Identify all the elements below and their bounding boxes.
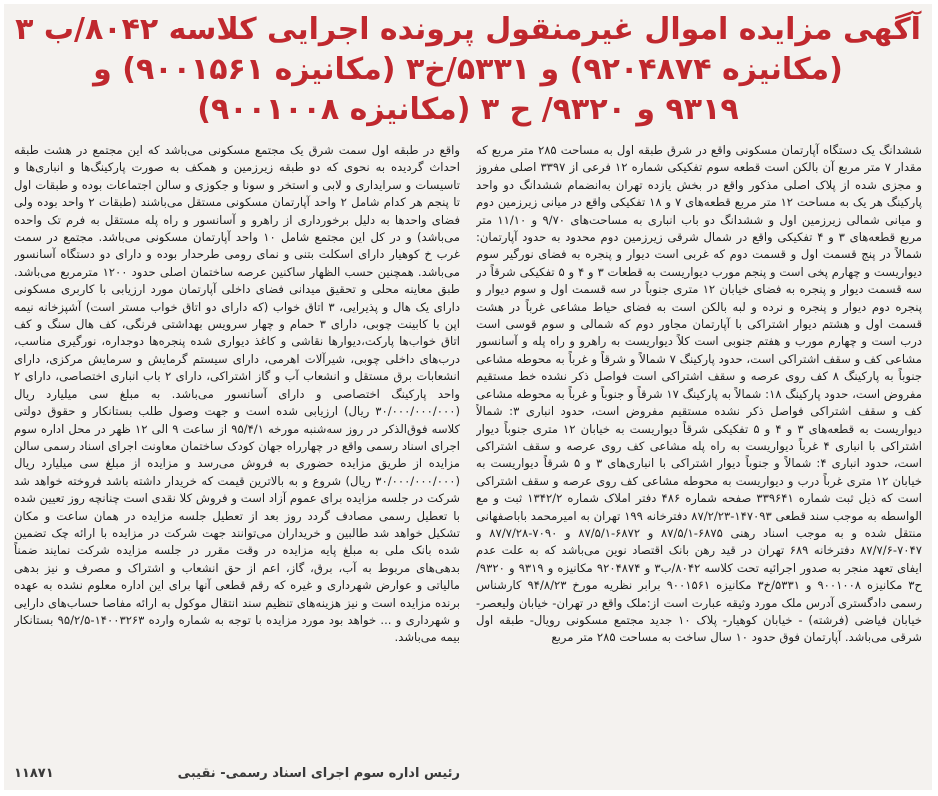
notice-title	[14, 10, 922, 130]
title-line-1: آگهی مزایده اموال غیرمنقول پرونده اجرایی کلاسه ۸۰۴۲/ب ۳	[15, 12, 921, 47]
signature: رئیس اداره سوم اجرای اسناد رسمی- نقیبی	[177, 765, 460, 781]
body-column-left: واقع در طبقه اول سمت شرق یک مجتمع مسکونی می‌باشد که این مجتمع در هشت طبقه احداث گردیده به نحوی که دو طبقه زیرزمین و همکف به صورت پارکینگ‌ها و انباری‌ها و تاسیسات و سرایداری و لابی و استخر و سونا و جکوزی و سالن اجتماعات بوده و طبقات اول تا پنجم هر کدام شامل ۲ واحد آپارتمان مسکونی مستقل می‌باشند (طبقات ۲ واحد بوده ولی فضای واحدها به دلیل برخورداری از راهرو و آسانسور و راه پله مستقل به فرم تک واحده می‌باشد) و در کل این مجتمع شامل ۱۰ واحد آپارتمان مسکونی می‌باشد. مجتمع در سمت غرب خ کوهیار دارای اسکلت بتنی و نمای رومی طرحدار بوده و دارای دو دستگاه آسانسور می‌باشد. همچنین حسب الظهار ساکنین عرصه ساختمان اصلی حدود ۱۲۰۰ مترمربع می‌باشد. طبق معاینه محلی و تحقیق میدانی فضای داخلی آپارتمان مورد ارزیابی با کاربری مسکونی دارای یک هال و پذیرایی، ۳ اتاق خواب (که دارای دو اتاق خواب مستر است) آشپزخانه نیمه اپن با کابینت چوبی، دارای ۳ حمام و چهار سرویس بهداشتی فرنگی، کف هال سنگ و کف اتاق خواب‌ها پارکت،دیوارها نقاشی و کاغذ دیواری شده پنجره‌ها دوجداره، نورگیری مناسب، درب‌های داخلی چوبی، شیرآلات اهرمی، دارای سیستم گرمایش و سرمایش مرکزی، دارای انشعابات برق مستقل و انشعاب آب و گاز اشتراکی، دارای ۲ باب انباری اختصاصی، دارای ۲ واحد پارکینگ اختصاصی و دارای آسانسور می‌باشد. به مبلغ سی میلیارد ریال (۳۰/۰۰۰/۰۰۰/۰۰۰ ریال) ارزیابی شده است و جهت وصول طلب بستانکار و حقوق دولتی کلاسه فوق‌الذکر در روز سه‌شنبه مورخه ۹۵/۴/۱ از ساعت ۹ الی ۱۲ ظهر در محل اداره سوم اجرای اسناد رسمی واقع در چهارراه جهان کودک ساختمان معاونت اجرای اسناد رسمی سالن مزایده از طریق مزایده حضوری به فروش می‌رسد و مزایده از مبلغ سی میلیارد ریال (۳۰/۰۰۰/۰۰۰/۰۰۰ ریال) شروع و به بالاترین قیمت که خریدار داشته باشد فروخته خواهد شد شرکت در جلسه مزایده برای عموم آزاد است و فروش کلا نقدی است چنانچه روز تعیین شده با تعطیل رسمی مصادف گردد روز بعد از تعطیل جلسه مزایده در همان ساعت و مکان تشکیل خواهد شد طالبین و خریداران می‌توانند جهت شرکت در مزایده با ارائه چک تضمین شده بانک ملی به مبلغ پایه مزایده در وقت مقرر در جلسه مزایده شرکت نمایند ضمناً بدهی‌های مربوط به آب، برق، گاز، اعم از حق انشعاب و اشتراک و مصرف و نیز بدهی مالیاتی و عوارض شهرداری و غیره که رقم قطعی آنها برای این اداره معلوم نشده به عهده برنده مزایده است و نیز هزینه‌های تنظیم سند انتقال موکول به ارائه مفاصا حساب‌های دارایی و شهرداری و ... خواهد بود مورد مزایده با توجه به شماره وارده ۱۴۰۰۳۲۶۳-۹۵/۲/۵ بستانکار بیمه می‌باشد.	[14, 143, 460, 645]
title-line-3: ۹۳۱۹ و ۹۳۲۰/ ح ۳ (مکانیزه ۹۰۰۱۰۰۸)	[197, 92, 739, 127]
signature-row	[14, 766, 460, 781]
title-line-2: (مکانیزه ۹۲۰۴۸۷۴) و ۵۳۳۱/خ۳ (مکانیزه ۹۰۰۱۵۶۱) و	[93, 52, 843, 87]
body-column-right: ششدانگ یک دستگاه آپارتمان مسکونی واقع در شرق طبقه اول به مساحت ۲۸۵ متر مربع که مقدار ۷ متر مربع آن بالکن است قطعه سوم تفکیکی شماره ۱۲ فرعی از ۳۳۹۷ اصلی مفروز و مجزی شده از پلاک اصلی مذکور واقع در بخش یازده تهران به‌انضمام ششدانگ دو واحد پارکینگ هر یک به مساحت ۱۲ متر مربع قطعه‌های ۷ و ۱۸ تفکیکی واقع در میانی زیرزمین دوم و میانی شمالی زیرزمین اول و ششدانگ دو باب انباری به مساحت‌های ۹/۷۰ و ۱۱/۱۰ متر مربع قطعه‌های ۳ و ۴ تفکیکی واقع در شمال شرقی زیرزمین دوم محدود به حدود آپارتمان: شمالاً در پنج قسمت اول و قسمت دوم که غربی است دیوار و پنجره به فضای نورگیر سوم دیواریست و چهارم پخی است و پنجم مورب دیواریست به قطعات ۳ و ۴ و ۵ تفکیکی شرقاً در سه قسمت دیوار و پنجره به فضای خیابان ۱۲ متری جنوباً در سه قسمت اول و سوم دیوار و پنجره دوم دیوار و پنجره و نرده و لبه بالکن است به فضای حیاط مشاعی غرباً در هشت قسمت اول و هشتم دیوار اشتراکی با آپارتمان مجاور دوم که شمالی و سوم قوسی است درب است و چهارم مورب و هفتم جنوبی است کلاً دیواریست به راهرو و راه پله و آسانسور مشاعی کف و سقف اشتراکی است، حدود پارکینگ ۷ شمالاً و شرقاً و غرباً به محوطه مشاعی جنوباً به پارکینگ ۸ کف روی عرصه و سقف اشتراکی است فواصل ذکر نشده خط مستقیم مفروض است، حدود پارکینگ ۱۸: شمالاً به پارکینگ ۱۷ شرقاً و جنوباً و غرباً به محوطه مشاعی کف و سقف اشتراکی فواصل ذکر نشده مستقیم مفروض است، حدود انباری ۳: شمالاً دیواریست به قطعه‌های ۳ و ۴ و ۵ تفکیکی شرقاً دیواریست به خیابان ۱۲ متری جنوباً دیوار اشتراکی با انباری ۴ غرباً دیواریست به راه پله مشاعی کف روی عرصه و سقف اشتراکی است، حدود انباری ۴: شمالاً و جنوباً دیوار اشتراکی با انباری‌های ۳ و ۵ شرقاً دیواریست به خیابان ۱۲ متری غرباً درب و دیواریست به محوطه مشاعی کف روی عرصه و سقف اشتراکی است که ذیل ثبت شماره ۳۳۹۶۴۱ صفحه شماره ۴۸۶ دفتر املاک شماره ۱۳۴۲/۲ ثبت و مع الواسطه به موجب سند قطعی ۱۴۷۰۹۳-۸۷/۲/۲۳ دفترخانه ۱۹۹ تهران به امیرمحمد باباصفهانی منتقل شده و به موجب اسناد رهنی ۶۸۷۵-۸۷/۵/۱ و ۶۸۷۲-۸۷/۵/۱ و ۷۰۹۰-۸۷/۷/۲۸ و ۷۰۴۷-۸۷/۷/۶ دفترخانه ۶۸۹ تهران در قید رهن بانک اقتصاد نوین می‌باشد که به علت عدم ایفای تعهد منجر به صدور اجرائیه تحت کلاسه ۸۰۴۲/ب۳ و ۹۲۰۴۸۷۴ مکانیزه و ۹۳۱۹ و ۹۳۲۰/ح۳ مکانیزه ۹۰۰۱۰۰۸ و ۵۳۳۱/خ۳ مکانیزه ۹۰۰۱۵۶۱ برابر نظریه مورخ ۹۴/۸/۲۳ کارشناس رسمی دادگستری آدرس ملک مورد وثیقه عبارت است از:ملک واقع در تهران- خیابان ولیعصر- خیابان فیاضی (فرشته) - خیابان کوهیار- پلاک ۱۰ جدید مجتمع مسکونی رویال- طبقه اول شرقی می‌باشد. آپارتمان فوق حدود ۱۰ سال ساخت به مساحت ۲۸۵ متر مربع	[476, 143, 922, 645]
notice-body	[14, 142, 922, 746]
notice-footer	[14, 762, 922, 784]
notice-code: ۱۱۸۷۱	[14, 765, 54, 781]
notice-sheet	[4, 4, 932, 790]
